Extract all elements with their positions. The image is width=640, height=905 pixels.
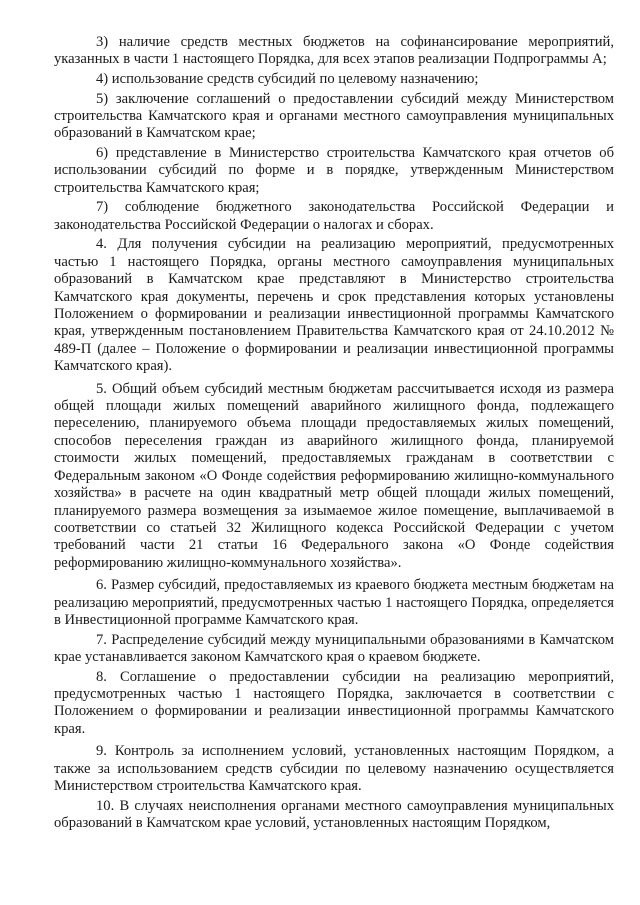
paragraph-section-9: 9. Контроль за исполнением условий, установленных настоящим Порядком, а также за использованием средств субсидии по целевому назначению осуществляется Министерством строительства Камчатского края. xyxy=(54,743,614,794)
paragraph-item-6: 6) представление в Министерство строительства Камчатского края отчетов об использовании субсидий по форме и в порядке, утвержденным Министерством строительства Камчатского края; xyxy=(54,145,614,196)
paragraph-section-6: 6. Размер субсидий, предоставляемых из краевого бюджета местным бюджетам на реализацию мероприятий, предусмотренных частью 1 настоящего Порядка, определяется в Инвестиционной программе Камчатского края. xyxy=(54,577,614,628)
paragraph-item-4: 4) использование средств субсидий по целевому назначению; xyxy=(96,71,479,87)
paragraph-section-8: 8. Соглашение о предоставлении субсидии на реализацию мероприятий, предусмотренных частью 1 настоящего Порядка, заключается в соответствии с Положением о формировании и реализации инвестиционной программы Камчатского края. xyxy=(54,668,614,737)
paragraph-item-5: 5) заключение соглашений о предоставлении субсидий между Министерством строительства Камчатского края и органами местного самоуправления муниципальных образований в Камчатском крае; xyxy=(54,90,614,142)
paragraph-section-10: 10. В случаях неисполнения органами местного самоуправления муниципальных образований в Камчатском крае условий, установленных настоящим Порядком, xyxy=(54,797,614,831)
document-body xyxy=(54,34,614,832)
paragraph-item-3: 3) наличие средств местных бюджетов на софинансирование мероприятий, указанных в части 1 настоящего Порядка, для всех этапов реализации Подпрограммы А; xyxy=(54,34,614,68)
paragraph-item-7: 7) соблюдение бюджетного законодательства Российской Федерации и законодательства Российской Федерации о налогах и сборах. xyxy=(54,199,614,233)
paragraph-section-4: 4. Для получения субсидии на реализацию мероприятий, предусмотренных частью 1 настоящего Порядка, органы местного самоуправления муниципальных образований в Камчатском крае представляют в Министерство строительства Камчатского края документы, перечень и срок представления которых установлены Положением о формировании и реализации инвестиционной программы Камчатского края, утвержденным постановлением Правительства Камчатского края от 24.10.2012 № 489-П (далее – Положение о формировании и реализации инвестиционной программы Камчатского края). xyxy=(54,236,614,375)
paragraph-section-5: 5. Общий объем субсидий местным бюджетам рассчитывается исходя из размера общей площади жилых помещений аварийного жилищного фонда, подлежащего переселению, планируемого объема площади предоставляемых жилых помещений, способов переселения граждан из аварийного жилищного фонда, планируемой стоимости жилых помещений, предоставляемых гражданам в соответствии с Федеральным законом «О Фонде содействия реформированию жилищно-коммунального хозяйства» в расчете на один квадратный метр общей площади жилых помещений, планируемого размера возмещения за изымаемое жилое помещение, выплачиваемой в соответствии со статьей 32 Жилищного кодекса Российской Федерации с учетом требований части 21 статьи 16 Федерального закона «О Фонде содействия реформированию жилищно-коммунального хозяйства». xyxy=(54,380,614,571)
paragraph-section-7: 7. Распределение субсидий между муниципальными образованиями в Камчатском крае устанавливается законом Камчатского края о краевом бюджете. xyxy=(54,631,614,665)
